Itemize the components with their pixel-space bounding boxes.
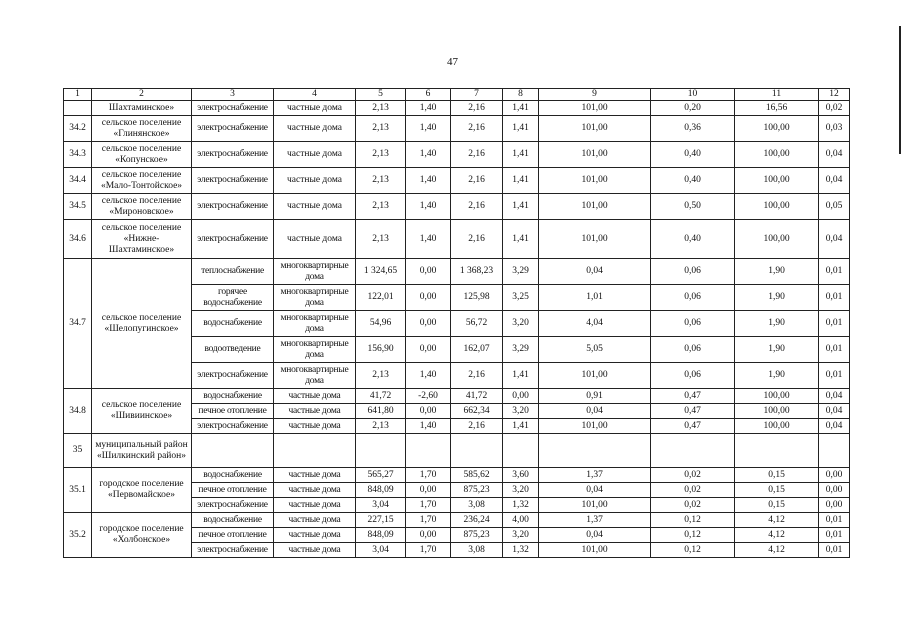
consumption-volume: 1,37 xyxy=(539,513,651,528)
empty-cell xyxy=(735,434,819,468)
population-share: 100,00 xyxy=(735,142,819,168)
growth-rate: 3,20 xyxy=(503,483,539,498)
weighted-index: 0,04 xyxy=(819,220,850,259)
weighted-index: 0,01 xyxy=(819,311,850,337)
base-tariff: 2,13 xyxy=(356,194,406,220)
weighted-index: 0,00 xyxy=(819,483,850,498)
share-of-consumers: 0,12 xyxy=(651,543,735,558)
settlement-name: сельское поселение «Шелопугинское» xyxy=(92,259,192,389)
base-tariff: 848,09 xyxy=(356,483,406,498)
housing-type: частные дома xyxy=(274,116,356,142)
growth-rate: 3,20 xyxy=(503,528,539,543)
service-type: печное отопление xyxy=(192,528,274,543)
base-tariff: 2,13 xyxy=(356,116,406,142)
new-tariff: 56,72 xyxy=(451,311,503,337)
base-tariff: 848,09 xyxy=(356,528,406,543)
consumption-volume: 101,00 xyxy=(539,194,651,220)
empty-cell xyxy=(356,434,406,468)
housing-type: частные дома xyxy=(274,468,356,483)
service-type: электроснабжение xyxy=(192,168,274,194)
base-tariff: 2,13 xyxy=(356,419,406,434)
table-body xyxy=(64,89,850,558)
consumption-volume: 101,00 xyxy=(539,363,651,389)
service-type: печное отопление xyxy=(192,404,274,419)
row-number: 34.4 xyxy=(64,168,92,194)
housing-type: многоквартирные дома xyxy=(274,311,356,337)
column-number-header: 6 xyxy=(406,89,451,101)
empty-cell xyxy=(406,434,451,468)
growth-rate: 1,41 xyxy=(503,419,539,434)
empty-cell xyxy=(451,434,503,468)
population-share: 100,00 xyxy=(735,116,819,142)
housing-type: частные дома xyxy=(274,483,356,498)
empty-cell xyxy=(651,434,735,468)
growth-rate: 1,41 xyxy=(503,168,539,194)
share-of-consumers: 0,12 xyxy=(651,513,735,528)
population-share: 100,00 xyxy=(735,194,819,220)
empty-cell xyxy=(819,434,850,468)
tariff-table xyxy=(63,88,850,558)
housing-type: частные дома xyxy=(274,528,356,543)
table-row xyxy=(64,434,850,468)
weighted-index: 0,01 xyxy=(819,363,850,389)
column-number-header: 7 xyxy=(451,89,503,101)
growth-rate: 3,20 xyxy=(503,404,539,419)
population-share: 0,15 xyxy=(735,468,819,483)
tariff-change: 1,40 xyxy=(406,168,451,194)
column-number-header: 12 xyxy=(819,89,850,101)
service-type: электроснабжение xyxy=(192,220,274,259)
row-number: 34.7 xyxy=(64,259,92,389)
base-tariff: 156,90 xyxy=(356,337,406,363)
weighted-index: 0,01 xyxy=(819,337,850,363)
new-tariff: 875,23 xyxy=(451,483,503,498)
table-row xyxy=(64,220,850,259)
service-type: электроснабжение xyxy=(192,116,274,142)
tariff-change: 0,00 xyxy=(406,528,451,543)
service-type: водоснабжение xyxy=(192,311,274,337)
consumption-volume: 0,04 xyxy=(539,483,651,498)
growth-rate: 1,41 xyxy=(503,142,539,168)
service-type: печное отопление xyxy=(192,483,274,498)
service-type: водоснабжение xyxy=(192,513,274,528)
growth-rate: 3,29 xyxy=(503,337,539,363)
population-share: 100,00 xyxy=(735,419,819,434)
table-row xyxy=(64,142,850,168)
tariff-change: 1,40 xyxy=(406,363,451,389)
housing-type: многоквартирные дома xyxy=(274,285,356,311)
housing-type: частные дома xyxy=(274,389,356,404)
new-tariff: 162,07 xyxy=(451,337,503,363)
settlement-name: сельское поселение «Нижне-Шахтаминское» xyxy=(92,220,192,259)
tariff-change: 1,70 xyxy=(406,498,451,513)
population-share: 4,12 xyxy=(735,543,819,558)
weighted-index: 0,02 xyxy=(819,101,850,116)
empty-cell xyxy=(192,434,274,468)
tariff-change: 1,40 xyxy=(406,220,451,259)
share-of-consumers: 0,06 xyxy=(651,337,735,363)
new-tariff: 875,23 xyxy=(451,528,503,543)
growth-rate: 3,60 xyxy=(503,468,539,483)
weighted-index: 0,03 xyxy=(819,116,850,142)
growth-rate: 1,41 xyxy=(503,101,539,116)
population-share: 0,15 xyxy=(735,483,819,498)
consumption-volume: 0,04 xyxy=(539,528,651,543)
column-number-header: 4 xyxy=(274,89,356,101)
housing-type: многоквартирные дома xyxy=(274,363,356,389)
row-number: 34.8 xyxy=(64,389,92,434)
growth-rate: 3,25 xyxy=(503,285,539,311)
consumption-volume: 101,00 xyxy=(539,543,651,558)
column-number-header: 8 xyxy=(503,89,539,101)
housing-type: частные дома xyxy=(274,498,356,513)
weighted-index: 0,04 xyxy=(819,389,850,404)
share-of-consumers: 0,06 xyxy=(651,363,735,389)
base-tariff: 2,13 xyxy=(356,168,406,194)
tariff-change: 1,40 xyxy=(406,194,451,220)
settlement-name: сельское поселение «Глинянское» xyxy=(92,116,192,142)
new-tariff: 1 368,23 xyxy=(451,259,503,285)
settlement-name: городское поселение «Холбонское» xyxy=(92,513,192,558)
weighted-index: 0,04 xyxy=(819,419,850,434)
share-of-consumers: 0,40 xyxy=(651,142,735,168)
housing-type: частные дома xyxy=(274,101,356,116)
settlement-name: сельское поселение «Копунское» xyxy=(92,142,192,168)
growth-rate: 1,32 xyxy=(503,498,539,513)
tariff-change: -2,60 xyxy=(406,389,451,404)
new-tariff: 585,62 xyxy=(451,468,503,483)
share-of-consumers: 0,47 xyxy=(651,419,735,434)
service-type: электроснабжение xyxy=(192,543,274,558)
population-share: 1,90 xyxy=(735,311,819,337)
column-number-header: 9 xyxy=(539,89,651,101)
empty-cell xyxy=(274,434,356,468)
settlement-name: сельское поселение «Мироновское» xyxy=(92,194,192,220)
settlement-name: Шахтаминское» xyxy=(92,101,192,116)
tariff-change: 1,70 xyxy=(406,543,451,558)
housing-type: частные дома xyxy=(274,404,356,419)
population-share: 100,00 xyxy=(735,220,819,259)
consumption-volume: 101,00 xyxy=(539,101,651,116)
tariff-change: 0,00 xyxy=(406,483,451,498)
growth-rate: 0,00 xyxy=(503,389,539,404)
housing-type: многоквартирные дома xyxy=(274,337,356,363)
page-number: 47 xyxy=(447,56,458,68)
header-row xyxy=(64,89,850,101)
share-of-consumers: 0,50 xyxy=(651,194,735,220)
service-type: электроснабжение xyxy=(192,419,274,434)
base-tariff: 3,04 xyxy=(356,498,406,513)
tariff-change: 0,00 xyxy=(406,311,451,337)
table-row xyxy=(64,259,850,285)
consumption-volume: 101,00 xyxy=(539,142,651,168)
base-tariff: 2,13 xyxy=(356,142,406,168)
service-type: электроснабжение xyxy=(192,363,274,389)
consumption-volume: 0,04 xyxy=(539,404,651,419)
weighted-index: 0,04 xyxy=(819,142,850,168)
row-number: 34.2 xyxy=(64,116,92,142)
housing-type: частные дома xyxy=(274,513,356,528)
service-type: водоотведение xyxy=(192,337,274,363)
settlement-name: муниципальный район «Шилкинский район» xyxy=(92,434,192,468)
new-tariff: 2,16 xyxy=(451,168,503,194)
base-tariff: 565,27 xyxy=(356,468,406,483)
base-tariff: 1 324,65 xyxy=(356,259,406,285)
consumption-volume: 5,05 xyxy=(539,337,651,363)
weighted-index: 0,05 xyxy=(819,194,850,220)
column-number-header: 2 xyxy=(92,89,192,101)
share-of-consumers: 0,02 xyxy=(651,498,735,513)
population-share: 100,00 xyxy=(735,404,819,419)
new-tariff: 662,34 xyxy=(451,404,503,419)
weighted-index: 0,01 xyxy=(819,285,850,311)
consumption-volume: 101,00 xyxy=(539,220,651,259)
share-of-consumers: 0,47 xyxy=(651,389,735,404)
column-number-header: 3 xyxy=(192,89,274,101)
population-share: 100,00 xyxy=(735,389,819,404)
population-share: 1,90 xyxy=(735,285,819,311)
row-number: 35.2 xyxy=(64,513,92,558)
housing-type: частные дома xyxy=(274,419,356,434)
consumption-volume: 0,91 xyxy=(539,389,651,404)
share-of-consumers: 0,40 xyxy=(651,220,735,259)
new-tariff: 3,08 xyxy=(451,498,503,513)
share-of-consumers: 0,06 xyxy=(651,311,735,337)
service-type: водоснабжение xyxy=(192,468,274,483)
table-row xyxy=(64,168,850,194)
row-number: 35.1 xyxy=(64,468,92,513)
base-tariff: 2,13 xyxy=(356,101,406,116)
service-type: электроснабжение xyxy=(192,498,274,513)
base-tariff: 2,13 xyxy=(356,220,406,259)
share-of-consumers: 0,47 xyxy=(651,404,735,419)
settlement-name: сельское поселение «Мало-Тонтойское» xyxy=(92,168,192,194)
growth-rate: 1,32 xyxy=(503,543,539,558)
row-number: 34.3 xyxy=(64,142,92,168)
share-of-consumers: 0,40 xyxy=(651,168,735,194)
settlement-name: сельское поселение «Шивиинское» xyxy=(92,389,192,434)
population-share: 1,90 xyxy=(735,259,819,285)
growth-rate: 1,41 xyxy=(503,363,539,389)
base-tariff: 227,15 xyxy=(356,513,406,528)
base-tariff: 122,01 xyxy=(356,285,406,311)
tariff-change: 1,40 xyxy=(406,142,451,168)
base-tariff: 54,96 xyxy=(356,311,406,337)
new-tariff: 41,72 xyxy=(451,389,503,404)
share-of-consumers: 0,02 xyxy=(651,483,735,498)
base-tariff: 641,80 xyxy=(356,404,406,419)
population-share: 16,56 xyxy=(735,101,819,116)
base-tariff: 3,04 xyxy=(356,543,406,558)
empty-cell xyxy=(539,434,651,468)
margin-line xyxy=(899,26,901,154)
service-type: электроснабжение xyxy=(192,101,274,116)
weighted-index: 0,01 xyxy=(819,543,850,558)
share-of-consumers: 0,06 xyxy=(651,285,735,311)
weighted-index: 0,00 xyxy=(819,468,850,483)
population-share: 4,12 xyxy=(735,513,819,528)
share-of-consumers: 0,12 xyxy=(651,528,735,543)
row-number: 35 xyxy=(64,434,92,468)
consumption-volume: 101,00 xyxy=(539,498,651,513)
population-share: 1,90 xyxy=(735,337,819,363)
table-row xyxy=(64,468,850,483)
base-tariff: 2,13 xyxy=(356,363,406,389)
housing-type: частные дома xyxy=(274,142,356,168)
weighted-index: 0,01 xyxy=(819,528,850,543)
tariff-change: 1,40 xyxy=(406,419,451,434)
empty-cell xyxy=(503,434,539,468)
new-tariff: 2,16 xyxy=(451,142,503,168)
service-type: электроснабжение xyxy=(192,194,274,220)
consumption-volume: 1,37 xyxy=(539,468,651,483)
row-number: 34.5 xyxy=(64,194,92,220)
column-number-header: 1 xyxy=(64,89,92,101)
new-tariff: 2,16 xyxy=(451,116,503,142)
row-number: 34.6 xyxy=(64,220,92,259)
weighted-index: 0,00 xyxy=(819,498,850,513)
settlement-name: городское поселение «Первомайское» xyxy=(92,468,192,513)
tariff-change: 1,70 xyxy=(406,513,451,528)
column-number-header: 10 xyxy=(651,89,735,101)
weighted-index: 0,04 xyxy=(819,168,850,194)
growth-rate: 1,41 xyxy=(503,220,539,259)
new-tariff: 2,16 xyxy=(451,101,503,116)
consumption-volume: 101,00 xyxy=(539,168,651,194)
consumption-volume: 4,04 xyxy=(539,311,651,337)
new-tariff: 2,16 xyxy=(451,419,503,434)
new-tariff: 2,16 xyxy=(451,363,503,389)
consumption-volume: 0,04 xyxy=(539,259,651,285)
service-type: горячее водоснабжение xyxy=(192,285,274,311)
growth-rate: 1,41 xyxy=(503,194,539,220)
weighted-index: 0,01 xyxy=(819,513,850,528)
service-type: водоснабжение xyxy=(192,389,274,404)
tariff-change: 0,00 xyxy=(406,259,451,285)
table-row xyxy=(64,389,850,404)
consumption-volume: 101,00 xyxy=(539,116,651,142)
consumption-volume: 1,01 xyxy=(539,285,651,311)
weighted-index: 0,04 xyxy=(819,404,850,419)
new-tariff: 125,98 xyxy=(451,285,503,311)
growth-rate: 1,41 xyxy=(503,116,539,142)
table-row xyxy=(64,101,850,116)
new-tariff: 3,08 xyxy=(451,543,503,558)
population-share: 4,12 xyxy=(735,528,819,543)
new-tariff: 2,16 xyxy=(451,220,503,259)
population-share: 100,00 xyxy=(735,168,819,194)
population-share: 1,90 xyxy=(735,363,819,389)
table-row xyxy=(64,194,850,220)
growth-rate: 4,00 xyxy=(503,513,539,528)
table-row xyxy=(64,513,850,528)
new-tariff: 236,24 xyxy=(451,513,503,528)
weighted-index: 0,01 xyxy=(819,259,850,285)
column-number-header: 5 xyxy=(356,89,406,101)
tariff-change: 0,00 xyxy=(406,337,451,363)
share-of-consumers: 0,06 xyxy=(651,259,735,285)
table-row xyxy=(64,116,850,142)
housing-type: частные дома xyxy=(274,168,356,194)
tariff-change: 0,00 xyxy=(406,285,451,311)
tariff-change: 1,40 xyxy=(406,101,451,116)
growth-rate: 3,29 xyxy=(503,259,539,285)
housing-type: многоквартирные дома xyxy=(274,259,356,285)
service-type: теплоснабжение xyxy=(192,259,274,285)
new-tariff: 2,16 xyxy=(451,194,503,220)
share-of-consumers: 0,20 xyxy=(651,101,735,116)
share-of-consumers: 0,36 xyxy=(651,116,735,142)
housing-type: частные дома xyxy=(274,194,356,220)
tariff-change: 0,00 xyxy=(406,404,451,419)
column-number-header: 11 xyxy=(735,89,819,101)
housing-type: частные дома xyxy=(274,220,356,259)
row-number xyxy=(64,101,92,116)
population-share: 0,15 xyxy=(735,498,819,513)
service-type: электроснабжение xyxy=(192,142,274,168)
tariff-change: 1,70 xyxy=(406,468,451,483)
housing-type: частные дома xyxy=(274,543,356,558)
consumption-volume: 101,00 xyxy=(539,419,651,434)
share-of-consumers: 0,02 xyxy=(651,468,735,483)
growth-rate: 3,20 xyxy=(503,311,539,337)
tariff-change: 1,40 xyxy=(406,116,451,142)
base-tariff: 41,72 xyxy=(356,389,406,404)
